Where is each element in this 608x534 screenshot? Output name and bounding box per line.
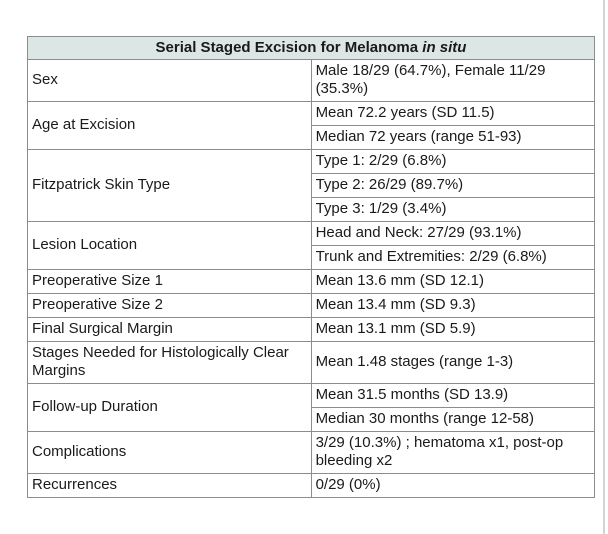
row-label: Stages Needed for Histologically Clear Margins (28, 342, 312, 384)
row-label: Final Surgical Margin (28, 318, 312, 342)
row-value: Mean 72.2 years (SD 11.5) (311, 102, 594, 126)
table-row (28, 384, 595, 408)
table-row (28, 150, 595, 174)
row-value: Mean 1.48 stages (range 1-3) (311, 342, 594, 384)
row-value: Mean 13.6 mm (SD 12.1) (311, 270, 594, 294)
row-value: 3/29 (10.3%) ; hematoma x1, post-op bleeding x2 (311, 432, 594, 474)
row-value: Type 3: 1/29 (3.4%) (311, 198, 594, 222)
table-title-italic: in situ (422, 39, 467, 56)
row-value: 0/29 (0%) (311, 474, 594, 498)
row-value: Mean 31.5 months (SD 13.9) (311, 384, 594, 408)
table-row (28, 102, 595, 126)
table-title-main: Serial Staged Excision for Melanoma (155, 39, 419, 56)
row-value: Type 1: 2/29 (6.8%) (311, 150, 594, 174)
row-value: Median 30 months (range 12-58) (311, 408, 594, 432)
row-label: Preoperative Size 1 (28, 270, 312, 294)
row-label: Complications (28, 432, 312, 474)
row-value: Type 2: 26/29 (89.7%) (311, 174, 594, 198)
row-label: Age at Excision (28, 102, 312, 150)
table-body (28, 60, 595, 498)
row-value: Mean 13.4 mm (SD 9.3) (311, 294, 594, 318)
row-value: Mean 13.1 mm (SD 5.9) (311, 318, 594, 342)
row-label: Sex (28, 60, 312, 102)
table-row (28, 60, 595, 102)
row-value: Trunk and Extremities: 2/29 (6.8%) (311, 246, 594, 270)
table-title-row (28, 37, 595, 60)
row-label: Lesion Location (28, 222, 312, 270)
row-label: Fitzpatrick Skin Type (28, 150, 312, 222)
table-row (28, 270, 595, 294)
table-title (28, 37, 595, 60)
table-row (28, 474, 595, 498)
row-value: Head and Neck: 27/29 (93.1%) (311, 222, 594, 246)
table-row (28, 342, 595, 384)
page-right-border (603, 0, 605, 534)
row-value: Median 72 years (range 51-93) (311, 126, 594, 150)
row-label: Follow-up Duration (28, 384, 312, 432)
row-value: Male 18/29 (64.7%), Female 11/29 (35.3%) (311, 60, 594, 102)
row-label: Recurrences (28, 474, 312, 498)
table-row (28, 432, 595, 474)
table-row (28, 318, 595, 342)
melanoma-excision-table (27, 36, 595, 498)
table-row (28, 294, 595, 318)
row-label: Preoperative Size 2 (28, 294, 312, 318)
table-row (28, 222, 595, 246)
